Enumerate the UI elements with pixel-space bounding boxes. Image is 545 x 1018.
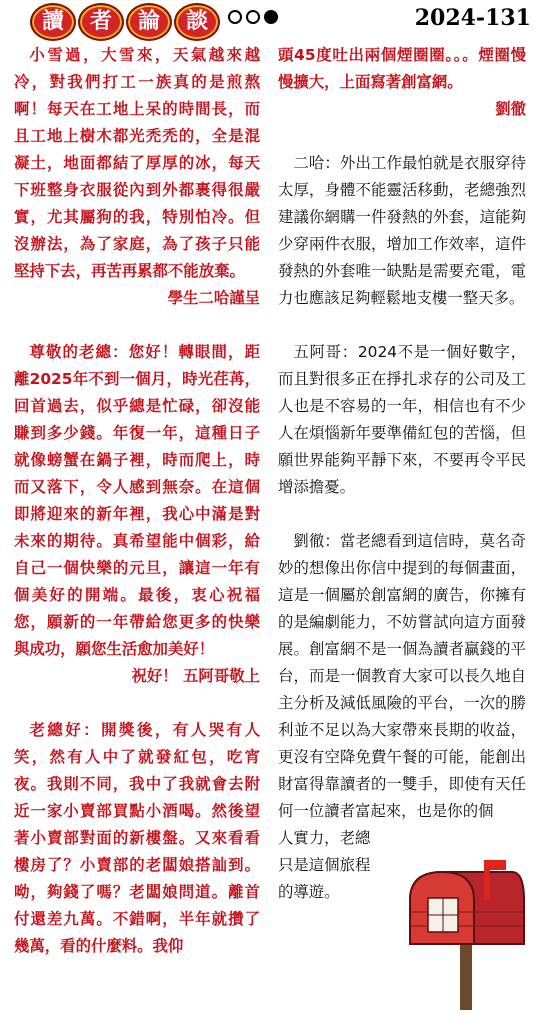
- letter-erha: 小雪過，大雪來，天氣越來越冷，對我們打工一族真的是煎熬啊！每天在工地上呆的時間長，而且工地上樹木都光禿禿的，全是混凝土，地面都結了厚厚的冰，每天下班整身衣服從內到外都裹得很嚴實，尤其屬狗的我，特別怕冷。但沒辦法，為了家庭，為了孩子只能堅持下去，再苦再累都不能放棄。: [14, 46, 260, 280]
- right-column: [278, 42, 526, 906]
- letter-liuche-continued: 頭45度吐出兩個煙圈圈。。。煙圈慢慢擴大，上面寫著創富網。: [278, 46, 526, 91]
- title-badge-1: 讀: [30, 3, 76, 41]
- reply-liuche: 劉徹：當老總看到這信時，莫名奇妙的想像出你信中提到的每個畫面，這是一個屬於創富網的廣告，你擁有的是編劇能力，不妨嘗試向這方面發展。創富網不是一個為讀者贏錢的平台，而是一個教育大家可以長久地自主分析及減低風險的平台，一次的勝利並不足以為大家帶來長期的收益，更沒有空降免費午餐的可能，能創出財富得靠讀者的一雙手，即使有天任何一位讀者富起來，也是你的個: [278, 532, 526, 820]
- mailbox-icon: [402, 860, 532, 1010]
- title-badge-4: 談: [174, 3, 220, 41]
- dot-filled-icon: [264, 10, 278, 24]
- decor-dots: [228, 10, 278, 24]
- dot-outline-icon: [246, 10, 260, 24]
- reply-liuche-line: 的導遊。: [278, 883, 340, 901]
- letter-wuage-signature: 祝好！ 五阿哥敬上: [131, 667, 260, 685]
- letter-liuche-signature: 劉徹: [495, 100, 526, 118]
- reply-liuche-line: 只是這個旅程: [278, 856, 371, 874]
- section-header: [0, 0, 545, 38]
- section-title: [30, 3, 220, 41]
- title-badge-2: 者: [78, 3, 124, 41]
- reply-liuche-line: 人實力，老總: [278, 829, 371, 847]
- left-column: [14, 42, 260, 960]
- letter-erha-signature: 學生二哈謹呈: [167, 289, 260, 307]
- letter-wuage: 尊敬的老總：您好！轉眼間，距離2025年不到一個月，時光荏苒，回首過去，似乎總是忙碌，卻沒能賺到多少錢。年復一年，這種日子就像螃蟹在鍋子裡，時而爬上，時而又落下，令人感到無奈。在這個即將迎來的新年裡，我心中滿是對未來的期待。真希望能中個彩，給自己一個快樂的元旦，讓這一年有個美好的開端。最後，衷心祝福您，願新的一年帶給您更多的快樂與成功，願您生活愈加美好！: [14, 343, 260, 658]
- reply-erha: 二哈：外出工作最怕就是衣服穿待太厚，身體不能靈活移動，老總強烈建議你網購一件發熱的外套，這能夠少穿兩件衣服，增加工作效率，這件發熱的外套唯一缺點是需要充電，電力也應該足夠輕鬆地支樓一整天多。: [278, 154, 526, 307]
- dot-outline-icon: [228, 10, 242, 24]
- title-badge-3: 論: [126, 3, 172, 41]
- letter-liuche: 老總好：開獎後，有人哭有人笑，然有人中了就發紅包，吃宵夜。我則不同，我中了我就會去附近一家小賣部買點小酒喝。然後望著小賣部對面的新樓盤。又來看看樓房了？小賣部的老闆娘搭訕到。呦，夠錢了嗎？老闆娘問道。離首付還差九萬。不錯啊，半年就攢了幾萬，看的什麼料。我仰: [14, 721, 260, 955]
- issue-number: 2024-131: [414, 5, 531, 31]
- reply-wuage: 五阿哥：2024不是一個好數字，而且對很多正在掙扎求存的公司及工人也是不容易的一年，相信也有不少人在煩惱新年要準備紅包的苦惱，但願世界能夠平靜下來，不要再令平民增添擔憂。: [278, 343, 526, 496]
